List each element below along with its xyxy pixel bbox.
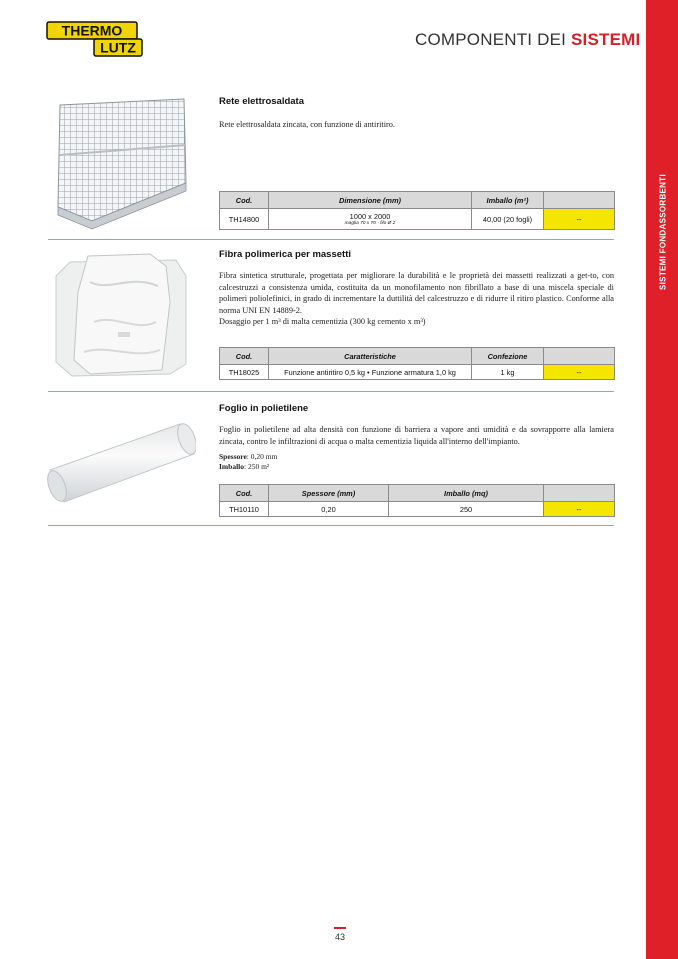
table-header-cell: Spessore (mm)	[269, 485, 389, 502]
product-desc-fibra	[219, 270, 614, 328]
table-header-cell: Cod.	[220, 348, 269, 365]
fiber-bag-image	[50, 252, 195, 382]
pack-cell: 40,00 (20 fogli)	[472, 209, 544, 230]
spec-thickness	[219, 452, 614, 462]
product-desc-rete	[219, 119, 614, 131]
price-cell: --	[544, 365, 615, 380]
table-header-cell	[544, 192, 615, 209]
code-cell: TH18025	[220, 365, 269, 380]
product-desc-rete-text: Rete elettrosaldata zincata, con funzione di antiritiro.	[219, 120, 396, 129]
spec-thickness-value: : 0,20 mm	[246, 452, 278, 462]
wire-mesh-image	[52, 95, 192, 230]
spec-pack-value: : 250 m²	[244, 461, 270, 471]
page-number-mark	[334, 927, 346, 929]
pack-cell: 250	[389, 502, 544, 517]
dimension-sub: maglia 70 x 70 - filo Ø 2	[344, 220, 396, 226]
section-divider	[48, 391, 614, 392]
spec-thickness-label: Spessore	[219, 452, 247, 462]
table-header-cell: Imballo (mq)	[389, 485, 544, 502]
dimension-cell	[269, 209, 472, 230]
table-header-cell: Cod.	[220, 192, 269, 209]
polyethylene-roll-image	[44, 418, 196, 508]
section-divider	[48, 525, 614, 526]
logo-text-top: THERMO	[61, 22, 123, 39]
thermolutz-logo	[46, 20, 146, 60]
dimension-main: 1000 x 2000	[349, 211, 391, 221]
thickness-cell: 0,20	[269, 502, 389, 517]
price-cell: --	[544, 502, 615, 517]
product-desc-foglio	[219, 424, 614, 471]
table-header-cell	[544, 348, 615, 365]
page-title-light: COMPONENTI DEI	[415, 30, 572, 49]
spec-pack	[219, 462, 614, 472]
code-cell: TH14800	[220, 209, 269, 230]
product-dosage: Dosaggio per 1 m³ di malta cementizia (300 kg cemento x m³)	[219, 317, 426, 327]
product-title-fibra: Fibra polimerica per massetti	[219, 249, 351, 260]
features-cell: Funzione antiritiro 0,5 kg • Funzione armatura 1,0 kg	[269, 365, 472, 380]
side-section-label: SISTEMI FONDASSORBENTI	[658, 174, 668, 290]
product-table-rete	[219, 191, 615, 230]
table-header-cell: Cod.	[220, 485, 269, 502]
logo-text-bottom: LUTZ	[100, 39, 136, 56]
product-title-foglio: Foglio in polietilene	[219, 403, 309, 414]
table-row	[220, 209, 615, 230]
side-band	[646, 0, 678, 959]
table-header-row	[220, 485, 615, 502]
spec-pack-label: Imballo	[219, 461, 245, 471]
pack-cell: 1 kg	[472, 365, 544, 380]
table-row	[220, 502, 615, 517]
table-header-cell: Imballo (m²)	[472, 192, 544, 209]
product-table-fibra	[219, 347, 615, 380]
product-title-rete: Rete elettrosaldata	[219, 96, 305, 107]
table-header-cell	[544, 485, 615, 502]
page-title-bold: SISTEMI	[571, 30, 641, 49]
page-number: 43	[334, 932, 345, 942]
code-cell: TH10110	[220, 502, 269, 517]
table-header-cell: Caratteristiche	[269, 348, 472, 365]
table-header-row	[220, 192, 615, 209]
product-table-foglio	[219, 484, 615, 517]
table-header-cell: Confezione	[472, 348, 544, 365]
table-row	[220, 365, 615, 380]
price-cell: --	[544, 209, 615, 230]
product-desc-foglio-text: Foglio in polietilene ad alta densità con funzione di barriera a vapore anti umidità e da sovrapporre alla lamiera zincata, contro le infiltrazioni di acqua o malta cementizia liquida all'interno dell'impianto.	[219, 425, 614, 446]
page-title	[415, 30, 640, 50]
product-desc-fibra-text: Fibra sintetica strutturale, progettata per migliorare la durabilità e le proprietà dei massetti realizzati a get-to, con calcestruzzi a consistenza umida, costituita da un monofilamento non fibrillato a base di una miscela speciale di polimeri poliolefinici, in grado di incrementare la duttilità del calcestruzzo e di ridurre il ritiro plastico. Conforme alla norma UNI EN 14889-2.	[219, 271, 614, 315]
table-header-row	[220, 348, 615, 365]
section-divider	[48, 239, 614, 240]
table-header-cell: Dimensione (mm)	[269, 192, 472, 209]
